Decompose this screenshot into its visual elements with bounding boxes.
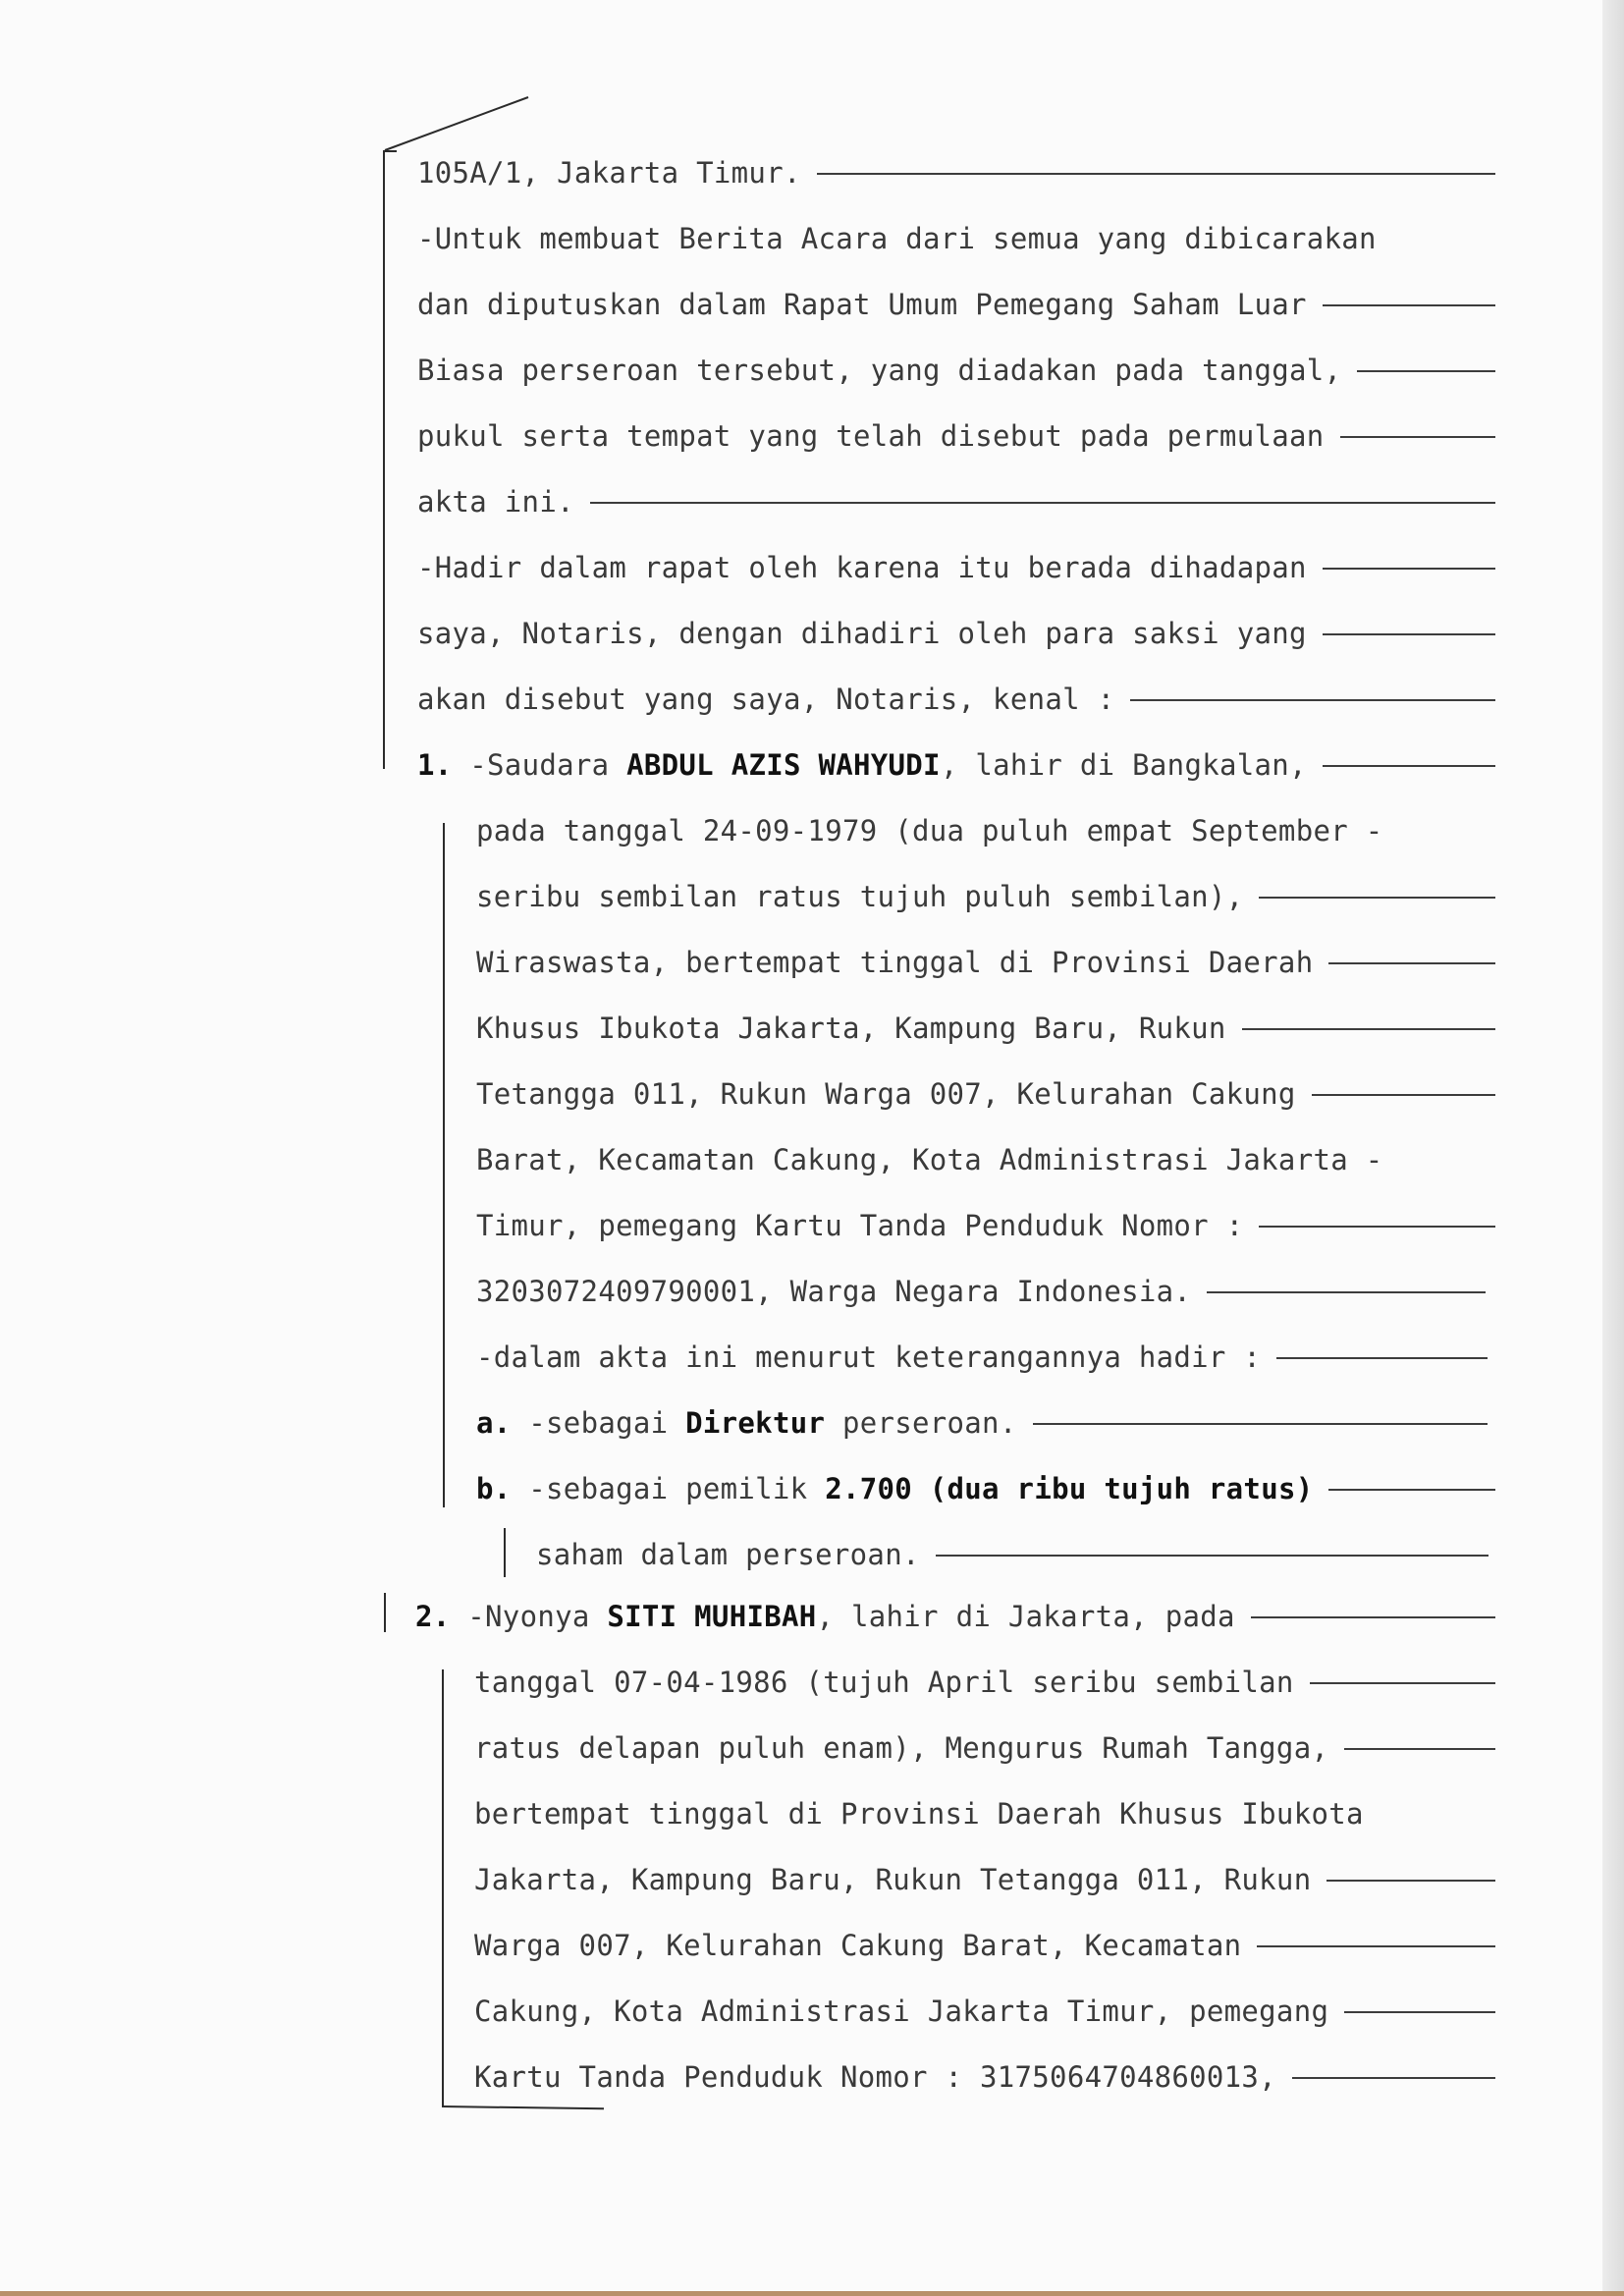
line-8 bbox=[417, 600, 1495, 666]
line-text bbox=[476, 1275, 1191, 1308]
page-edge-shadow bbox=[1602, 0, 1624, 2296]
text-run: ratus delapan puluh enam), Mengurus Rumah Tangga, bbox=[474, 1730, 1329, 1765]
line-text bbox=[474, 1995, 1328, 2028]
line-text bbox=[474, 1929, 1241, 1962]
filler-dash bbox=[1344, 1748, 1495, 1750]
margin-rule-item2-mark bbox=[384, 1593, 386, 1632]
filler-dash bbox=[1033, 1423, 1488, 1425]
line-text bbox=[417, 288, 1307, 321]
text-run: Barat, Kecamatan Cakung, Kota Administrasi Jakarta - bbox=[476, 1142, 1383, 1176]
line-23 bbox=[415, 1583, 1495, 1649]
line-2 bbox=[417, 205, 1495, 271]
line-text bbox=[474, 1666, 1294, 1699]
bold-text-run: b. bbox=[476, 1471, 512, 1505]
line-4 bbox=[417, 337, 1495, 403]
page-bottom-edge bbox=[0, 2291, 1624, 2296]
line-19 bbox=[476, 1324, 1488, 1390]
text-run: -sebagai bbox=[511, 1405, 686, 1440]
filler-dash bbox=[1312, 1094, 1495, 1096]
filler-dash bbox=[1310, 1682, 1495, 1684]
line-text bbox=[476, 1209, 1243, 1242]
line-21 bbox=[476, 1455, 1495, 1521]
line-text bbox=[417, 354, 1341, 387]
bold-text-run: SITI MUHIBAH bbox=[607, 1599, 817, 1633]
line-text bbox=[417, 683, 1114, 716]
text-run: akta ini. bbox=[417, 484, 574, 519]
text-run: saya, Notaris, dengan dihadiri oleh para saksi yang bbox=[417, 616, 1307, 650]
line-text bbox=[417, 748, 1307, 782]
text-run: -sebagai pemilik bbox=[511, 1471, 826, 1505]
line-20 bbox=[476, 1390, 1488, 1455]
text-run: , lahir di Jakarta, pada bbox=[816, 1599, 1235, 1633]
text-run: -dalam akta ini menurut keterangannya hadir : bbox=[476, 1339, 1262, 1374]
filler-dash bbox=[1276, 1357, 1488, 1359]
filler-dash bbox=[817, 173, 1495, 175]
text-run: saham dalam perseroan. bbox=[536, 1537, 920, 1571]
text-run: , lahir di Bangkalan, bbox=[940, 747, 1307, 782]
text-run: Timur, pemegang Kartu Tanda Penduduk Nomor : bbox=[476, 1208, 1244, 1242]
filler-dash bbox=[1344, 2011, 1495, 2013]
line-text bbox=[417, 551, 1307, 584]
filler-dash bbox=[1323, 765, 1495, 767]
line-1 bbox=[417, 139, 1495, 205]
line-14 bbox=[476, 995, 1495, 1061]
line-text bbox=[474, 1863, 1311, 1896]
text-run: -Hadir dalam rapat oleh karena itu berada dihadapan bbox=[417, 550, 1307, 584]
line-text bbox=[417, 485, 574, 519]
filler-dash bbox=[1207, 1291, 1486, 1293]
line-29 bbox=[474, 1978, 1495, 2044]
bold-text-run: a. bbox=[476, 1405, 512, 1440]
filler-dash bbox=[1323, 568, 1495, 570]
line-text bbox=[476, 1143, 1383, 1176]
line-text bbox=[474, 1797, 1364, 1831]
filler-dash bbox=[1357, 370, 1495, 372]
margin-rule-item2 bbox=[442, 1669, 444, 2106]
text-run: seribu sembilan ratus tujuh puluh sembilan), bbox=[476, 879, 1244, 913]
bold-text-run: 2. bbox=[415, 1599, 451, 1633]
line-text bbox=[417, 617, 1307, 650]
filler-dash bbox=[1323, 304, 1495, 306]
line-18 bbox=[476, 1258, 1486, 1324]
text-run: pada tanggal 24-09-1979 (dua puluh empat September - bbox=[476, 813, 1383, 847]
line-27 bbox=[474, 1846, 1495, 1912]
line-text bbox=[476, 946, 1313, 979]
filler-dash bbox=[1242, 1028, 1495, 1030]
filler-dash bbox=[1251, 1616, 1495, 1618]
line-6 bbox=[417, 468, 1495, 534]
line-11 bbox=[476, 797, 1497, 863]
margin-rule-item1b bbox=[504, 1528, 506, 1577]
text-run: Cakung, Kota Administrasi Jakarta Timur, pemegang bbox=[474, 1994, 1329, 2028]
bold-text-run: 1. bbox=[417, 747, 453, 782]
margin-rule-main bbox=[383, 150, 385, 769]
filler-dash bbox=[1259, 1226, 1495, 1228]
filler-dash bbox=[936, 1555, 1489, 1557]
bold-text-run: ABDUL AZIS WAHYUDI bbox=[626, 747, 941, 782]
line-7 bbox=[417, 534, 1495, 600]
line-text bbox=[474, 2060, 1276, 2094]
line-text bbox=[415, 1600, 1235, 1633]
line-26 bbox=[474, 1780, 1497, 1846]
bold-text-run: 2.700 (dua ribu tujuh ratus) bbox=[825, 1471, 1314, 1505]
text-run: perseroan. bbox=[825, 1405, 1017, 1440]
filler-dash bbox=[590, 502, 1495, 504]
line-13 bbox=[476, 929, 1495, 995]
line-16 bbox=[476, 1126, 1497, 1192]
line-text bbox=[417, 419, 1325, 453]
line-10 bbox=[417, 732, 1495, 797]
line-15 bbox=[476, 1061, 1495, 1126]
margin-rule-item1 bbox=[443, 823, 445, 1507]
line-17 bbox=[476, 1192, 1495, 1258]
text-run: Kartu Tanda Penduduk Nomor : 3175064704860013, bbox=[474, 2059, 1276, 2094]
line-30 bbox=[474, 2044, 1495, 2109]
text-run: Biasa perseroan tersebut, yang diadakan pada tanggal, bbox=[417, 353, 1342, 387]
text-run: Tetangga 011, Rukun Warga 007, Kelurahan Cakung bbox=[476, 1076, 1296, 1111]
filler-dash bbox=[1130, 699, 1495, 701]
line-text bbox=[476, 1011, 1226, 1045]
line-text bbox=[476, 814, 1383, 847]
text-run: Wiraswasta, bertempat tinggal di Provinsi Daerah bbox=[476, 945, 1314, 979]
text-run: 105A/1, Jakarta Timur. bbox=[417, 155, 801, 190]
text-run: tanggal 07-04-1986 (tujuh April seribu sembilan bbox=[474, 1665, 1294, 1699]
line-28 bbox=[474, 1912, 1495, 1978]
text-run: -Untuk membuat Berita Acara dari semua yang dibicarakan bbox=[417, 221, 1377, 255]
line-text bbox=[476, 1340, 1261, 1374]
line-text bbox=[474, 1731, 1328, 1765]
filler-dash bbox=[1328, 962, 1495, 964]
line-24 bbox=[474, 1649, 1495, 1715]
filler-dash bbox=[1257, 1945, 1495, 1947]
line-9 bbox=[417, 666, 1495, 732]
text-run: 3203072409790001, Warga Negara Indonesia. bbox=[476, 1274, 1192, 1308]
bold-text-run: Direktur bbox=[685, 1405, 826, 1440]
line-text bbox=[476, 1406, 1017, 1440]
line-22 bbox=[536, 1521, 1489, 1587]
line-5 bbox=[417, 403, 1495, 468]
text-run: pukul serta tempat yang telah disebut pada permulaan bbox=[417, 418, 1325, 453]
text-run: Jakarta, Kampung Baru, Rukun Tetangga 011, Rukun bbox=[474, 1862, 1312, 1896]
text-run: dan diputuskan dalam Rapat Umum Pemegang Saham Luar bbox=[417, 287, 1307, 321]
margin-corner-tick bbox=[383, 150, 397, 152]
text-run: Warga 007, Kelurahan Cakung Barat, Kecamatan bbox=[474, 1928, 1242, 1962]
text-run: akan disebut yang saya, Notaris, kenal : bbox=[417, 682, 1115, 716]
filler-dash bbox=[1340, 436, 1496, 438]
filler-dash bbox=[1326, 1880, 1495, 1882]
text-run: -Nyonya bbox=[450, 1599, 608, 1633]
line-text bbox=[476, 1472, 1313, 1505]
filler-dash bbox=[1259, 897, 1495, 899]
text-run: Khusus Ibukota Jakarta, Kampung Baru, Rukun bbox=[476, 1011, 1226, 1045]
line-25 bbox=[474, 1715, 1495, 1780]
line-text bbox=[536, 1538, 920, 1571]
line-text bbox=[476, 1077, 1296, 1111]
text-run: -Saudara bbox=[452, 747, 627, 782]
text-run: bertempat tinggal di Provinsi Daerah Khusus Ibukota bbox=[474, 1796, 1364, 1831]
filler-dash bbox=[1328, 1489, 1495, 1491]
line-text bbox=[476, 880, 1243, 913]
line-text bbox=[417, 156, 801, 190]
filler-dash bbox=[1323, 633, 1495, 635]
line-text bbox=[417, 222, 1377, 255]
line-12 bbox=[476, 863, 1495, 929]
line-3 bbox=[417, 271, 1495, 337]
filler-dash bbox=[1292, 2077, 1495, 2079]
